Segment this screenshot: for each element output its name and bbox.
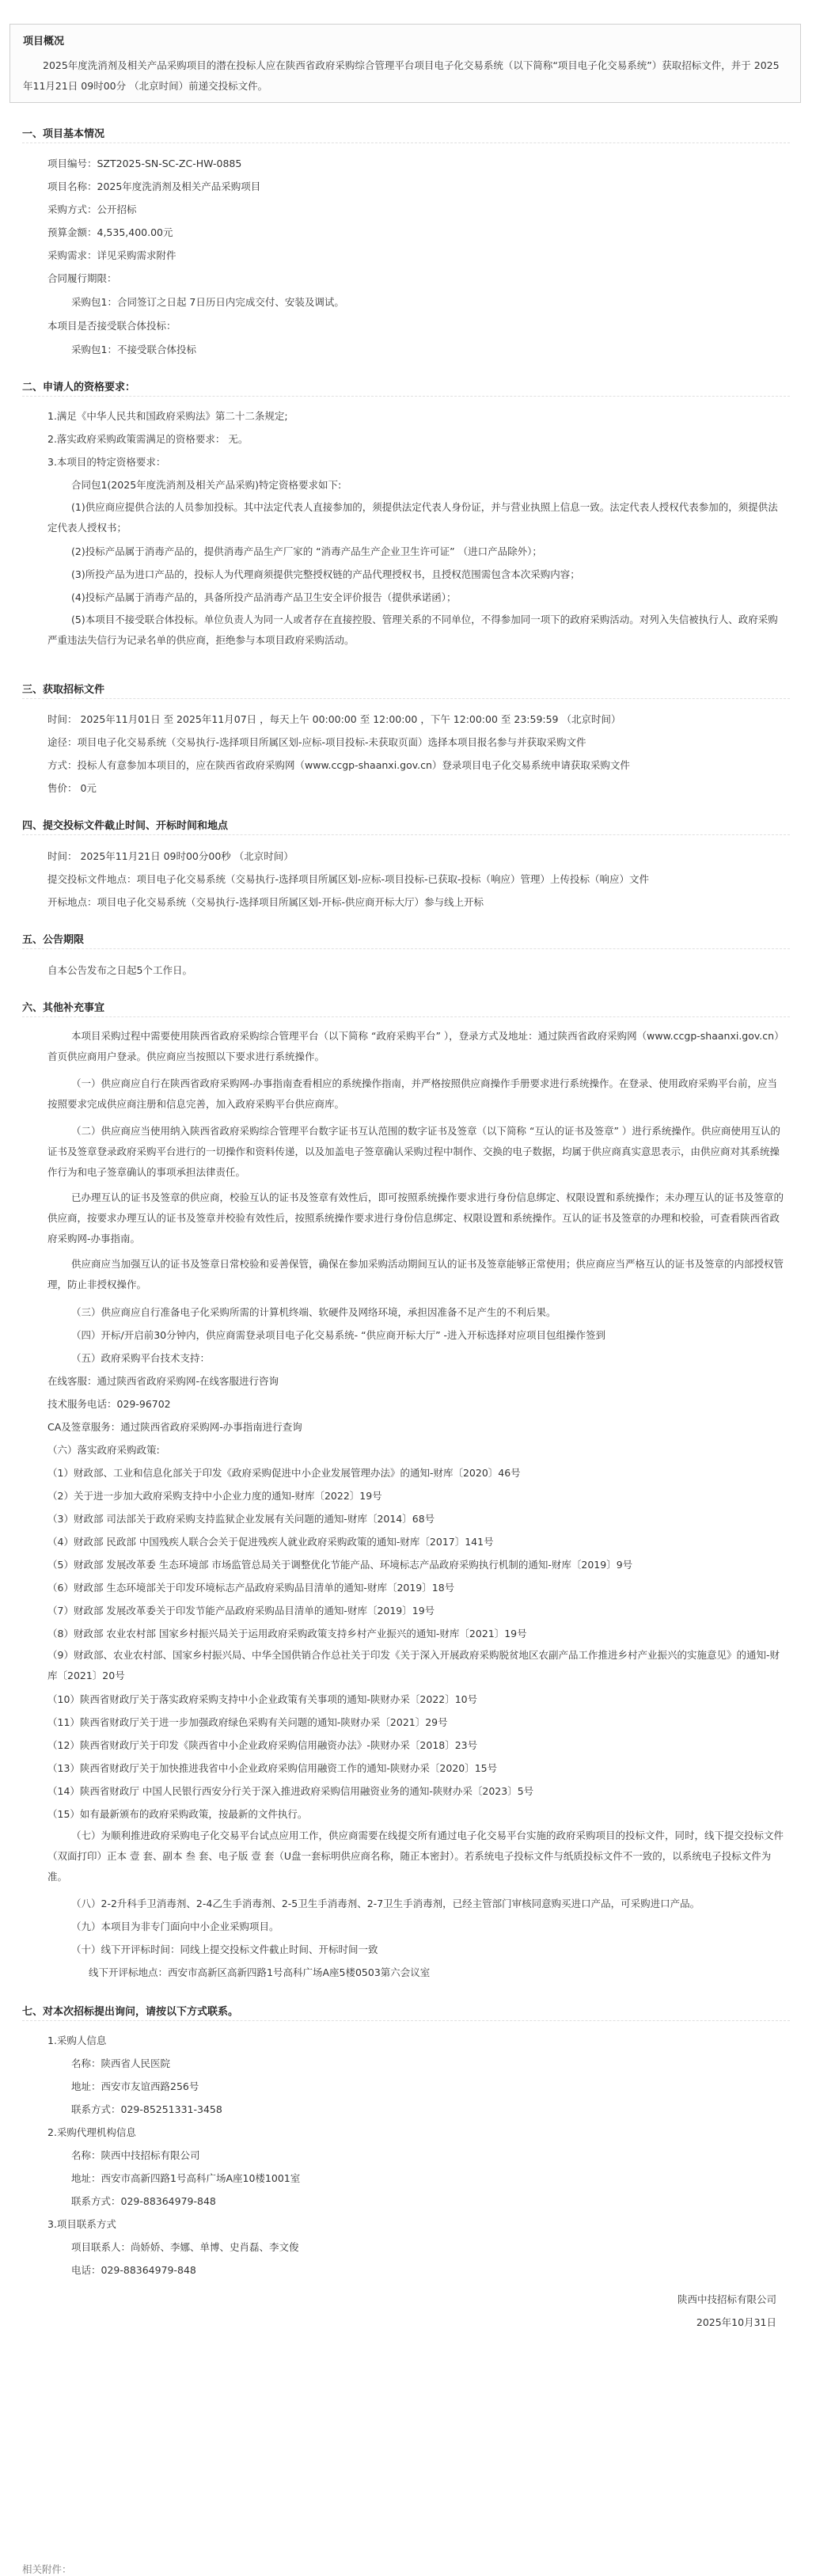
- supplement-3: （三）供应商应自行准备电子化采购所需的计算机终端、软硬件及网络环境，承担因准备不足产生的不利后果。: [71, 1306, 556, 1318]
- policy-item: （15）如有最新颁布的政府采购政策，按最新的文件执行。: [47, 1808, 308, 1820]
- section-7-title: 七、对本次招标提出询问，请按以下方式联系。: [22, 2006, 239, 2018]
- supplement-2: （二）供应商应当使用纳入陕西省政府采购综合管理平台数字证书互认范围的数字证书及签章（以下简称 “互认的证书及签章” ）进行系统操作。供应商使用互认的证书及签章登录政府采购平台进行的一切操作和资料传递，以及加盖电子签章确认采购过程中制作、交换的电子数据，均属于供应商真实意思表示，由供应商对其系统操作行为和电子签章确认的事项承担法律责任。: [47, 1125, 780, 1178]
- agency-name: 名称：陕西中技招标有限公司: [71, 2149, 200, 2161]
- overview-text: 2025年度洗消剂及相关产品采购项目的潜在投标人应在陕西省政府采购综合管理平台项目电子化交易系统（以下简称“项目电子化交易系统”）获取招标文件，并于 2025年11月21日 09时00分 （北京时间）前递交投标文件。: [23, 59, 780, 92]
- purchaser-name: 名称：陕西省人民医院: [71, 2057, 171, 2069]
- document-price: 售价： 0元: [47, 782, 97, 794]
- requirement-4: (4)投标产品属于消毒产品的，具备所投产品消毒产品卫生安全评价报告（提供承诺函）；: [71, 591, 457, 603]
- deadline-time: 时间： 2025年11月21日 09时00分00秒 （北京时间）: [47, 850, 294, 862]
- supplement-2-certificates: 已办理互认的证书及签章的供应商，校验互认的证书及签章有效性后，即可按照系统操作要求进行身份信息绑定、权限设置和系统操作；未办理互认的证书及签章的供应商，按要求办理互认的证书及签章并校验有效性后，按照系统操作要求进行身份信息绑定、权限设置和系统操作。互认的证书及签章的办理和校验，可查看陕西省政府采购网-办事指南。: [47, 1191, 784, 1244]
- supplement-5: （五）政府采购平台技术支持：: [71, 1352, 211, 1364]
- purchaser-contact: 联系方式：029-85251331-3458: [71, 2103, 222, 2115]
- section-4-title: 四、提交投标文件截止时间、开标时间和地点: [22, 820, 229, 832]
- budget-amount: 预算金额：4,535,400.00元: [47, 226, 173, 238]
- project-contacts: 项目联系人：尚娇娇、李娜、单博、史肖磊、李文俊: [71, 2241, 299, 2253]
- requirement-2: (2)投标产品属于消毒产品的，提供消毒产品生产厂家的 “消毒产品生产企业卫生许可证” （进口产品除外）；: [71, 545, 542, 557]
- project-name: 项目名称：2025年度洗消剂及相关产品采购项目: [47, 180, 261, 192]
- policy-item: （2）关于进一步加大政府采购支持中小企业力度的通知-财库〔2022〕19号: [47, 1490, 382, 1502]
- policy-item: （7）财政部 发展改革委关于印发节能产品政府采购品目清单的通知-财库〔2019〕19号: [47, 1605, 435, 1617]
- requirement-1: (1)供应商应提供合法的人员参加投标。其中法定代表人直接参加的，须提供法定代表人身份证，并与营业执照上信息一致。法定代表人授权代表参加的，须提供法定代表人授权书；: [47, 501, 778, 534]
- policy-item: （6）财政部 生态环境部关于印发环境标志产品政府采购品目清单的通知-财库〔2019〕18号: [47, 1582, 455, 1594]
- opening-location: 开标地点：项目电子化交易系统（交易执行-选择项目所属区划-开标-供应商开标大厅）参与线上开标: [47, 896, 484, 908]
- policy-item: （12）陕西省财政厅关于印发《陕西省中小企业政府采购信用融资办法》-陕财办采〔2018〕23号: [47, 1739, 478, 1751]
- ca-service: CA及签章服务：通过陕西省政府采购网-办事指南进行查询: [47, 1421, 302, 1433]
- policy-item: （14）陕西省财政厅 中国人民银行西安分行关于深入推进政府采购信用融资业务的通知-陕财办采〔2023〕5号: [47, 1785, 534, 1797]
- project-number: 项目编号：SZT2025-SN-SC-ZC-HW-0885: [47, 158, 242, 169]
- supplement-1: （一）供应商应自行在陕西省政府采购网-办事指南查看相应的系统操作指南，并严格按照供应商操作手册要求进行系统操作。在登录、使用政府采购平台前，应当按照要求完成供应商注册和信息完善，加入政府采购平台供应商库。: [47, 1077, 778, 1110]
- signature-date: 2025年10月31日: [696, 2316, 776, 2328]
- divider: [22, 1016, 790, 1017]
- section-6-title: 六、其他补充事宜: [22, 1002, 105, 1014]
- overview-title: 项目概况: [23, 36, 65, 47]
- divider: [22, 948, 790, 949]
- requirement-3: (3)所投产品为进口产品的，投标人为代理商须提供完整授权链的产品代理授权书，且授权范围需包含本次采购内容；: [71, 568, 580, 580]
- procurement-method: 采购方式：公开招标: [47, 203, 137, 215]
- signature-org: 陕西中技招标有限公司: [677, 2293, 776, 2305]
- divider: [22, 834, 790, 835]
- document-obtain-time: 时间： 2025年11月01日 至 2025年11月07日 ，每天上午 00:00:00 至 12:00:00 ，下午 12:00:00 至 23:59:59 （北京时间）: [47, 713, 621, 725]
- section-5-title: 五、公告期限: [22, 934, 85, 946]
- attachments-label: 相关附件：: [22, 2563, 72, 2575]
- policy-item: （1）财政部、工业和信息化部关于印发《政府采购促进中小企业发展管理办法》的通知-财库〔2020〕46号: [47, 1467, 521, 1479]
- tech-service-phone: 技术服务电话：029-96702: [47, 1398, 171, 1410]
- supplement-2-safekeeping: 供应商应当加强互认的证书及签章日常校验和妥善保管，确保在参加采购活动期间互认的证书及签章能够正常使用；供应商应当严格互认的证书及签章的内部授权管理，防止非授权操作。: [47, 1258, 784, 1290]
- supplement-6: （六）落实政府采购政策:: [47, 1444, 160, 1456]
- policy-item: （5）财政部 发展改革委 生态环境部 市场监管总局关于调整优化节能产品、环境标志产品政府采购执行机制的通知-财库〔2019〕9号: [47, 1559, 633, 1571]
- supplement-9: （九）本项目为非专门面向中小企业采购项目。: [71, 1921, 279, 1932]
- platform-intro: 本项目采购过程中需要使用陕西省政府采购综合管理平台（以下简称 “政府采购平台” ），登录方式及地址：通过陕西省政府采购网（www.ccgp-shaanxi.gov.cn）首页供应商用户登录。供应商应当按照以下要求进行系统操作。: [47, 1030, 780, 1062]
- announcement-period: 自本公告发布之日起5个工作日。: [47, 964, 192, 976]
- supplement-7: （七）为顺利推进政府采购电子化交易平台试点应用工作，供应商需要在线提交所有通过电子化交易平台实施的政府采购项目的投标文件，同时，线下提交投标文件（双面打印）正本 壹 套、副本 叁 套、电子版 壹 套（U盘一套标明供应商名称，随正本密封）。若系统电子投标文件与纸质投标文件不一致的，以系统电子投标文件为准。: [47, 1829, 784, 1883]
- qualification-3: 3.本项目的特定资格要求：: [47, 456, 166, 468]
- policy-item: （9）财政部、农业农村部、国家乡村振兴局、中华全国供销合作总社关于印发《关于深入开展政府采购脱贫地区农副产品工作推进乡村产业振兴的实施意见》的通知-财库〔2021〕20号: [47, 1649, 780, 1681]
- online-service: 在线客服：通过陕西省政府采购网-在线客服进行咨询: [47, 1375, 279, 1387]
- contract-period-label: 合同履行期限：: [47, 272, 117, 284]
- section-2-title: 二、申请人的资格要求：: [22, 382, 136, 393]
- requirement-5: (5)本项目不接受联合体投标。单位负责人为同一人或者存在直接控股、管理关系的不同单位，不得参加同一项下的政府采购活动。对列入失信被执行人、政府采购严重违法失信行为记录名单的供应商，拒绝参与本项目政府采购活动。: [47, 614, 778, 646]
- agency-address: 地址：西安市高新四路1号高科广场A座10楼1001室: [71, 2172, 301, 2184]
- divider: [22, 2020, 790, 2021]
- supplement-8: （八）2-2升科手卫消毒剂、2-4乙生手消毒剂、2-5卫生手消毒剂、2-7卫生手消毒剂，已经主管部门审核同意购买进口产品，可采购进口产品。: [71, 1898, 700, 1909]
- consortium-package-1: 采购包1：不接受联合体投标: [71, 344, 196, 355]
- qualification-2: 2.落实政府采购政策需满足的资格要求： 无。: [47, 433, 249, 445]
- supplement-4: （四）开标/开启前30分钟内，供应商需登录项目电子化交易系统- “供应商开标大厅” -进入开标选择对应项目包组操作签到: [71, 1329, 606, 1341]
- policy-item: （3）财政部 司法部关于政府采购支持监狱企业发展有关问题的通知-财库〔2014〕68号: [47, 1513, 435, 1525]
- offline-opening-location: 线下开评标地点：西安市高新区高新四路1号高科广场A座5楼0503第六会议室: [89, 1966, 431, 1978]
- contract-period-package-1: 采购包1：合同签订之日起 7日历日内完成交付、安装及调试。: [71, 296, 344, 308]
- consortium-label: 本项目是否接受联合体投标：: [47, 320, 176, 332]
- purchaser-heading: 1.采购人信息: [47, 2035, 107, 2046]
- procurement-requirement: 采购需求：详见采购需求附件: [47, 249, 176, 261]
- divider: [22, 142, 790, 143]
- section-1-title: 一、项目基本情况: [22, 128, 105, 140]
- policy-item: （10）陕西省财政厅关于落实政府采购支持中小企业政策有关事项的通知-陕财办采〔2022〕10号: [47, 1693, 478, 1705]
- project-phone: 电话：029-88364979-848: [71, 2264, 196, 2276]
- supplement-10: （十）线下开评标时间：同线上提交投标文件截止时间、开标时间一致: [71, 1943, 378, 1955]
- policy-item: （13）陕西省财政厅关于加快推进我省中小企业政府采购信用融资工作的通知-陕财办采〔2020〕15号: [47, 1762, 498, 1774]
- policy-item: （11）陕西省财政厅关于进一步加强政府绿色采购有关问题的通知-陕财办采〔2021〕29号: [47, 1716, 448, 1728]
- agency-heading: 2.采购代理机构信息: [47, 2126, 136, 2138]
- submission-location: 提交投标文件地点：项目电子化交易系统（交易执行-选择项目所属区划-应标-项目投标-已获取-投标（响应）管理）上传投标（响应）文件: [47, 873, 650, 885]
- policy-item: （8）财政部 农业农村部 国家乡村振兴局关于运用政府采购政策支持乡村产业振兴的通知-财库〔2021〕19号: [47, 1628, 527, 1639]
- project-contact-heading: 3.项目联系方式: [47, 2218, 116, 2230]
- purchaser-address: 地址：西安市友谊西路256号: [71, 2080, 199, 2092]
- divider: [22, 396, 790, 397]
- qualification-1: 1.满足《中华人民共和国政府采购法》第二十二条规定;: [47, 410, 288, 422]
- document-obtain-method: 方式：投标人有意参加本项目的，应在陕西省政府采购网（www.ccgp-shaanxi.gov.cn）登录项目电子化交易系统申请获取采购文件: [47, 759, 630, 771]
- package-1-requirements-heading: 合同包1(2025年度洗消剂及相关产品采购)特定资格要求如下:: [71, 479, 342, 491]
- project-overview-box: [9, 24, 801, 103]
- agency-contact: 联系方式：029-88364979-848: [71, 2195, 216, 2207]
- section-3-title: 三、获取招标文件: [22, 684, 105, 696]
- document-obtain-channel: 途径：项目电子化交易系统（交易执行-选择项目所属区划-应标-项目投标-未获取页面）选择本项目报名参与并获取采购文件: [47, 736, 586, 748]
- policy-item: （4）财政部 民政部 中国残疾人联合会关于促进残疾人就业政府采购政策的通知-财库〔2017〕141号: [47, 1536, 494, 1548]
- divider: [22, 698, 790, 699]
